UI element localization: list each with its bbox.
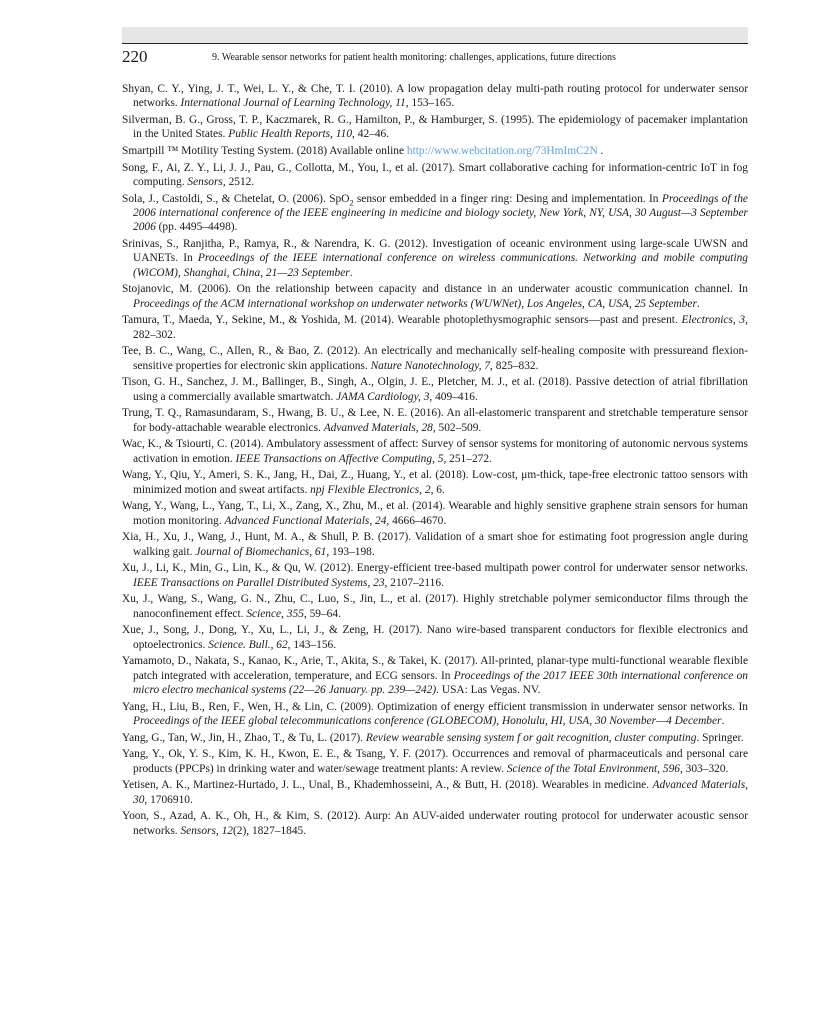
- reference-text: , 251–272.: [443, 452, 492, 465]
- reference-text: , 2512.: [222, 176, 255, 188]
- reference-text: , 303–320.: [679, 762, 729, 775]
- header-rule: [122, 43, 748, 44]
- reference-text: Silverman, B. G., Gross, T. P., Kaczmarek, R. G., Hamilton, P., & Hamburger, S. (1995). The epidemiology of pacemaker implantation in the United States.: [122, 114, 748, 141]
- reference-text: (pp. 4495–4498).: [155, 221, 238, 234]
- reference-text: .: [721, 715, 725, 728]
- reference-entry: [122, 282, 748, 311]
- reference-entry: [122, 778, 748, 807]
- reference-text: Yang, H., Liu, B., Ren, F., Wen, H., & Lin, C. (2009). Optimization of energy efficient transmission in underwater sensor networks. In: [122, 700, 748, 713]
- reference-source: Science. Bull., 62: [208, 638, 288, 651]
- reference-source: Electronics, 3: [681, 314, 746, 327]
- reference-text: Tison, G. H., Sanchez, J. M., Ballinger, B., Singh, A., Olgin, J. E., Pletcher, M. J., et al. (2018). Passive detection of atrial fibrillation using a commercially available smartwatch.: [122, 376, 748, 403]
- reference-source: Science, 355: [246, 607, 304, 620]
- reference-source: Proceedings of the IEEE global telecommunications conference (GLOBECOM), Honolulu, HI, USA, 30 November—4 December: [133, 715, 722, 728]
- reference-text: sensor embedded in a finger ring: Desing and implementation. In: [353, 192, 662, 205]
- reference-text: Smartpill ™ Motility Testing System. (2018) Available online: [122, 145, 407, 157]
- reference-text: Xia, H., Xu, J., Wang, J., Hunt, M. A., & Shull, P. B. (2017). Validation of a smart shoe for estimating foot progression angle during walking gait.: [122, 531, 748, 558]
- reference-text: , 4666–4670.: [386, 514, 447, 527]
- reference-source: Advanved Materials, 28: [323, 421, 433, 434]
- reference-text: Shyan, C. Y., Ying, J. T., Wei, L. Y., & Che, T. I. (2010). A low propagation delay multi-path routing protocol for underwater sensor networks.: [122, 83, 748, 110]
- reference-entry: [122, 113, 748, 142]
- reference-entry: [122, 468, 748, 497]
- reference-text: Stojanovic, M. (2006). On the relationship between capacity and distance in an underwater acoustic communication channel. In: [122, 283, 748, 296]
- reference-source: Proceedings of the 2017 IEEE 30th international conference on micro electro mechanical systems (22—26 January. pp. 239—242): [133, 669, 748, 697]
- reference-link[interactable]: http://www.webcitation.org/73HmImC2N: [406, 145, 598, 157]
- reference-entry: [122, 161, 748, 190]
- reference-text: Yoon, S., Azad, A. K., Oh, H., & Kim, S. (2012). Aurp: An AUV-aided underwater routing protocol for underwater acoustic sensor networks.: [122, 810, 748, 837]
- reference-text: Yang, Y., Ok, Y. S., Kim, K. H., Kwon, E. E., & Tsang, Y. F. (2017). Occurrences and removal of pharmaceuticals and personal care products (PPCPs) in drinking water and water/sewage treatment plants: A review.: [122, 748, 748, 775]
- reference-text: , 2107–2116.: [384, 576, 444, 589]
- reference-entry: [122, 747, 748, 776]
- reference-text: . USA: Las Vegas. NV.: [436, 684, 541, 697]
- reference-source: JAMA Cardiology, 3: [336, 390, 430, 403]
- reference-source: Nature Nanotechnology, 7: [370, 359, 491, 372]
- reference-text: , 193–198.: [326, 545, 375, 558]
- reference-text: , 6.: [430, 483, 445, 496]
- page-number: 220: [122, 47, 148, 66]
- reference-text: , 59–64.: [303, 607, 341, 620]
- reference-text: , 825–832.: [490, 359, 539, 372]
- reference-source: Proceedings of the ACM international workshop on underwater networks (WUWNet), Los Angeles, CA, USA, 25 September: [133, 297, 697, 310]
- reference-entry: [122, 731, 748, 745]
- reference-text: Yamamoto, D., Nakata, S., Kanao, K., Arie, T., Akita, S., & Takei, K. (2017). All-printed, planar-type multi-functional wearable flexible patch integrated with acceleration, temperature, and ECG sensors. In: [122, 655, 748, 682]
- reference-text: Sola, J., Castoldi, S., & Chetelat, O. (2006). SpO: [122, 192, 350, 205]
- reference-entry: [122, 192, 748, 235]
- reference-entry: [122, 623, 748, 652]
- reference-entry: [122, 313, 748, 342]
- header-band: [122, 27, 748, 43]
- reference-source: Sensors: [187, 176, 223, 188]
- reference-text: Yetisen, A. K., Martinez-Hurtado, J. L., Unal, B., Khademhosseini, A., & Butt, H. (2018). Wearables in medicine.: [122, 779, 653, 792]
- reference-entry: [122, 406, 748, 435]
- reference-entry: [122, 437, 748, 466]
- reference-source: npj Flexible Electronics, 2: [310, 483, 431, 496]
- reference-source: Advanced Functional Materials, 24: [224, 514, 387, 527]
- reference-text: , 409–416.: [429, 390, 478, 403]
- reference-entry: [122, 561, 748, 590]
- reference-text: , 153–165.: [405, 97, 455, 110]
- reference-text: Xu, J., Li, K., Min, G., Lin, K., & Qu, W. (2012). Energy-efficient tree-based multipath power control for underwater sensor networks.: [122, 562, 748, 575]
- running-head: 9. Wearable sensor networks for patient health monitoring: challenges, applications, future directions: [212, 52, 616, 63]
- reference-list: [122, 82, 748, 840]
- reference-text: Xue, J., Song, J., Dong, Y., Xu, L., Li, J., & Zeng, H. (2017). Nano wire-based transparent conductors for flexible electronics and optoelectronics.: [122, 624, 748, 651]
- reference-entry: [122, 592, 748, 621]
- reference-entry: [122, 530, 748, 559]
- reference-source: International Journal of Learning Technology, 11: [180, 97, 406, 110]
- reference-entry: [122, 375, 748, 404]
- reference-source: Public Health Reports, 110: [228, 128, 353, 141]
- reference-source: IEEE Transactions on Parallel Distributed Systems, 23: [133, 576, 385, 589]
- reference-text: , 42–46.: [352, 128, 390, 141]
- reference-source: Review wearable sensing system f or gait recognition, cluster computing: [365, 731, 697, 744]
- reference-text: Tamura, T., Maeda, Y., Sekine, M., & Yoshida, M. (2014). Wearable photoplethysmographic sensors—past and present.: [122, 314, 682, 327]
- reference-entry: [122, 499, 748, 528]
- reference-source: Proceedings of the 2006 international conference of the IEEE engineering in medicine and biology society, New York, NY, USA, 30 August—3 September 2006: [133, 192, 748, 234]
- reference-text: , 282–302.: [133, 314, 748, 341]
- reference-source: IEEE Transactions on Affective Computing, 5: [235, 452, 444, 465]
- reference-text: Xu, J., Wang, S., Wang, G. N., Zhu, C., Luo, S., Jin, L., et al. (2017). Highly stretchable polymer semiconductor films through the nanoconfinement effect.: [122, 593, 748, 620]
- reference-text: Srinivas, S., Ranjitha, P., Ramya, R., & Narendra, K. G. (2012). Investigation of oceanic environment using large-scale UWSN and UANETs. In: [122, 238, 748, 265]
- reference-text: . Springer.: [696, 731, 744, 744]
- reference-text: Yang, G., Tan, W., Jin, H., Zhao, T., & Tu, L. (2017).: [122, 731, 366, 744]
- reference-entry: [122, 654, 748, 697]
- reference-text: Wang, Y., Qiu, Y., Ameri, S. K., Jang, H., Dai, Z., Huang, Y., et al. (2018). Low-cost, μm-thick, tape-free electronic tattoo sensors with minimized motion and sweat artifacts.: [122, 469, 748, 496]
- reference-entry: [122, 344, 748, 373]
- reference-text: Trung, T. Q., Ramasundaram, S., Hwang, B. U., & Lee, N. E. (2016). An all-elastomeric transparent and stretchable temperature sensor for body-attachable wearable electronics.: [122, 407, 748, 434]
- reference-entry: [122, 700, 748, 729]
- reference-entry: [122, 809, 748, 838]
- reference-entry: [122, 82, 748, 111]
- reference-text: .: [696, 297, 700, 310]
- reference-text: Tee, B. C., Wang, C., Allen, R., & Bao, Z. (2012). An electrically and mechanically self-healing composite with pressureand flexion-sensitive properties for electronic skin applications.: [122, 345, 748, 372]
- reference-source: Proceedings of the IEEE international conference on wireless communications. Networking and mobile computing (WiCOM), Shanghai, China, 21—23 September: [133, 252, 749, 279]
- reference-entry: [122, 237, 748, 280]
- reference-text: Wac, K., & Tsiourti, C. (2014). Ambulatory assessment of affect: Survey of sensor systems for monitoring of autonomic nervous systems activation in emotion.: [122, 438, 748, 465]
- reference-source: Journal of Biomechanics, 61: [195, 545, 327, 558]
- reference-source: Advanced Materials, 30: [133, 779, 748, 806]
- reference-source: Science of the Total Environment, 596: [506, 762, 680, 775]
- reference-text: Wang, Y., Wang, L., Yang, T., Li, X., Zang, X., Zhu, M., et al. (2014). Wearable and highly sensitive graphene strain sensors for human motion monitoring.: [122, 500, 748, 527]
- reference-text: .: [349, 266, 353, 279]
- reference-text: (2), 1827–1845.: [233, 824, 307, 837]
- reference-text: , 143–156.: [287, 638, 337, 651]
- reference-subscript: 2: [349, 197, 354, 207]
- reference-text: .: [597, 145, 604, 157]
- reference-source: Sensors, 12: [180, 824, 233, 837]
- reference-text: Song, F., Ai, Z. Y., Li, J. J., Pau, G., Collotta, M., You, I., et al. (2017). Smart collaborative caching for information-centric IoT in fog computing.: [122, 161, 748, 188]
- reference-text: , 502–509.: [432, 421, 482, 434]
- reference-text: , 1706910.: [144, 793, 193, 806]
- reference-entry: [122, 144, 748, 158]
